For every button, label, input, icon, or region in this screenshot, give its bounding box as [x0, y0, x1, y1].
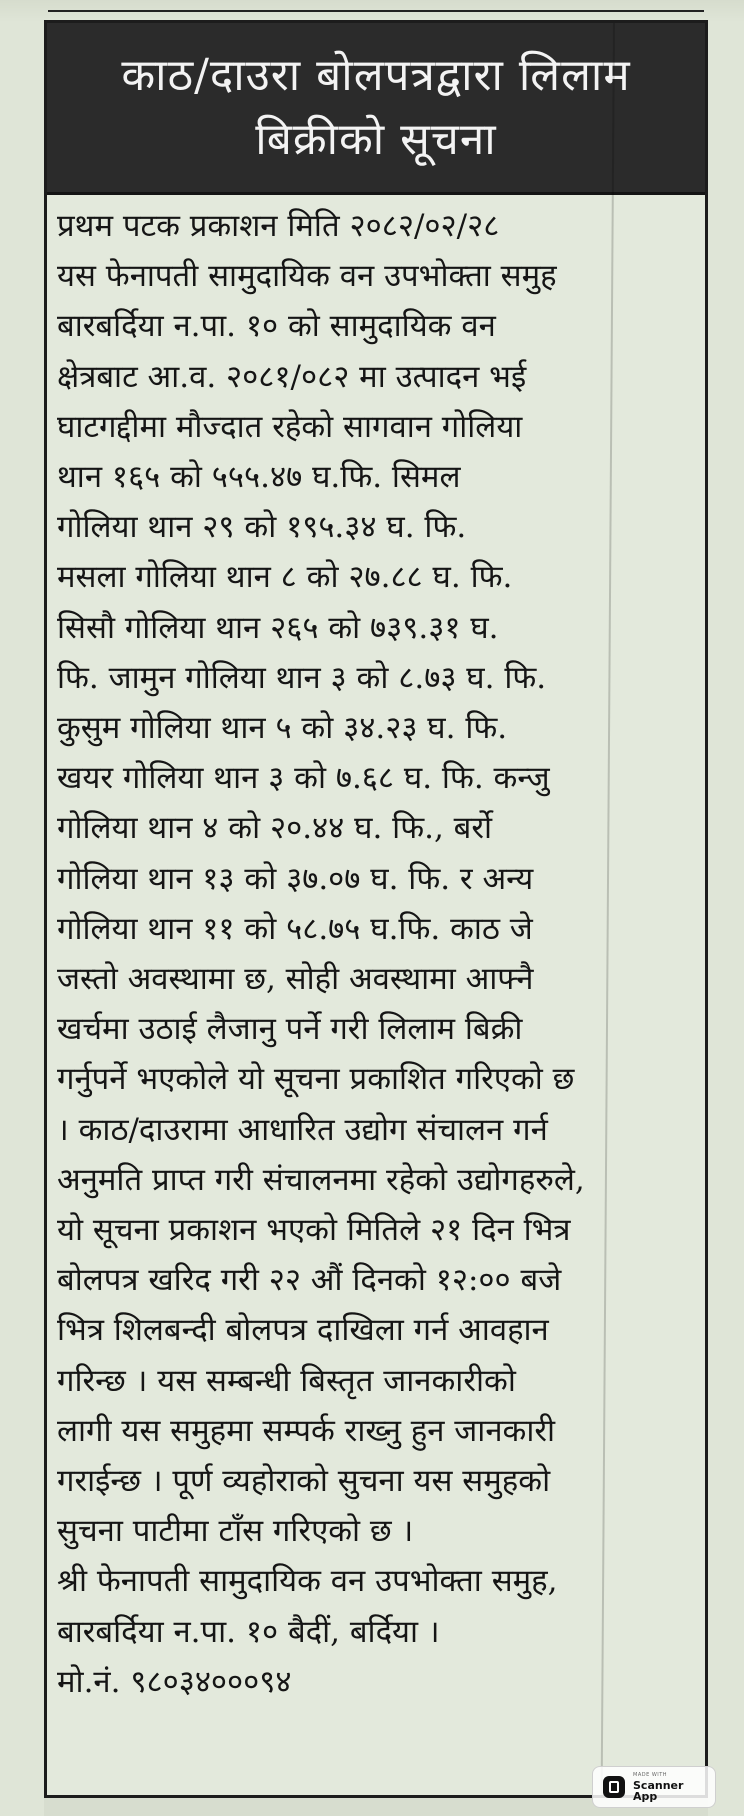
scanner-app-small-text: MADE WITH: [633, 1771, 668, 1778]
scanner-app-icon: [603, 1776, 625, 1798]
body-line-27: सुचना पाटीमा टाँस गरिएको छ ।: [57, 1513, 414, 1550]
body-line-2: यस फेनापती सामुदायिक वन उपभोक्ता समुह: [57, 258, 557, 295]
body-line-28: श्री फेनापती सामुदायिक वन उपभोक्ता समुह,: [57, 1563, 558, 1600]
body-line-18: गर्नुपर्ने भएकोले यो सूचना प्रकाशित गरिएको छ: [57, 1061, 575, 1098]
top-strip: [48, 0, 704, 12]
header-line-1: काठ/दाउरा बोलपत्रद्वारा लिलाम: [121, 49, 631, 101]
body-line-17: खर्चमा उठाई लैजानु पर्ने गरी लिलाम बिक्री: [57, 1011, 523, 1048]
body-line-4: क्षेत्रबाट आ.व. २०८१/०८२ मा उत्पादन भई: [57, 358, 527, 395]
body-line-30: मो.नं. ९८०३४०००९४: [57, 1663, 292, 1700]
notice-header: [47, 23, 705, 195]
notice-frame: [44, 20, 708, 1798]
scanner-app-main-text: Scanner App: [633, 1778, 684, 1803]
body-line-29: बारबर्दिया न.पा. १० बैदीं, बर्दिया ।: [57, 1613, 440, 1650]
body-line-10: फि. जामुन गोलिया थान ३ को ८.७३ घ. फि.: [57, 659, 547, 696]
body-line-23: भित्र शिलबन्दी बोलपत्र दाखिला गर्न आवहान: [57, 1312, 549, 1349]
scanner-app-badge: [592, 1766, 716, 1808]
body-line-8: मसला गोलिया थान ८ को २७.८८ घ. फि.: [57, 559, 513, 596]
body-line-21: यो सूचना प्रकाशन भएको मितिले २१ दिन भित्र: [57, 1212, 571, 1249]
body-line-13: गोलिया थान ४ को २०.४४ घ. फि., बर्रो: [57, 810, 493, 847]
body-line-5: घाटगद्दीमा मौज्दात रहेको सागवान गोलिया: [57, 408, 523, 445]
body-line-7: गोलिया थान २९ को १९५.३४ घ. फि.: [57, 509, 467, 546]
body-line-26: गराईन्छ । पूर्ण व्यहोराको सुचना यस समुहको: [57, 1463, 551, 1500]
body-line-25: लागी यस समुहमा सम्पर्क राख्नु हुन जानकारी: [57, 1412, 556, 1449]
body-line-6: थान १६५ को ५५५.४७ घ.फि. सिमल: [57, 459, 461, 496]
header-line-2: बिक्रीको सूचना: [255, 113, 497, 165]
body-line-16: जस्तो अवस्थामा छ, सोही अवस्थामा आफ्नै: [57, 961, 534, 998]
body-line-3: बारबर्दिया न.पा. १० को सामुदायिक वन: [57, 308, 496, 345]
body-line-11: कुसुम गोलिया थान ५ को ३४.२३ घ. फि.: [57, 710, 508, 747]
body-line-24: गरिन्छ । यस सम्बन्धी बिस्तृत जानकारीको: [57, 1362, 516, 1399]
body-line-12: खयर गोलिया थान ३ को ७.६८ घ. फि. कन्जु: [57, 760, 550, 797]
body-line-20: अनुमति प्राप्त गरी संचालनमा रहेको उद्योगहरुले,: [57, 1161, 585, 1198]
body-line-22: बोलपत्र खरिद गरी २२ औं दिनको १२:०० बजे: [57, 1262, 562, 1299]
body-line-1: प्रथम पटक प्रकाशन मिति २०८२/०२/२८: [57, 208, 500, 244]
body-line-9: सिसौ गोलिया थान २६५ को ७३९.३१ घ.: [57, 609, 499, 646]
body-line-15: गोलिया थान ११ को ५८.७५ घ.फि. काठ जे: [57, 910, 533, 947]
notice-body: [57, 201, 695, 1791]
body-line-14: गोलिया थान १३ को ३७.०७ घ. फि. र अन्य: [57, 860, 534, 897]
scanner-app-text: [633, 1773, 705, 1802]
body-line-19: । काठ/दाउरामा आधारित उद्योग संचालन गर्न: [57, 1111, 548, 1148]
